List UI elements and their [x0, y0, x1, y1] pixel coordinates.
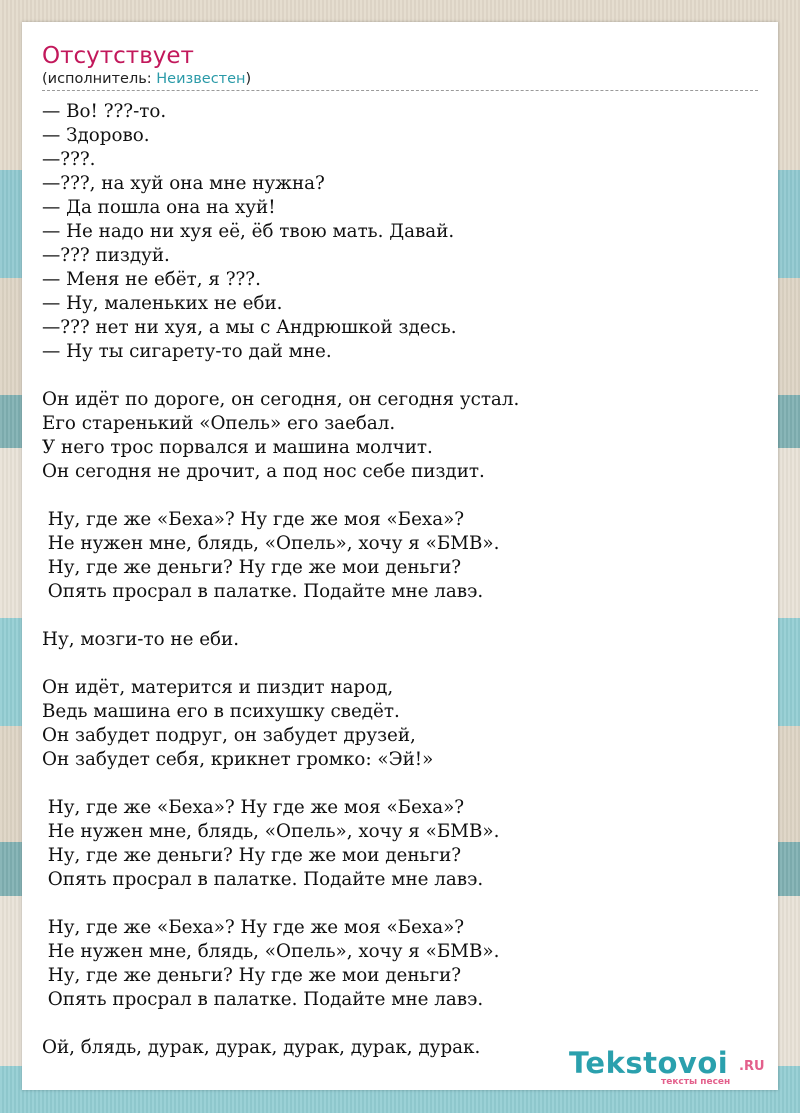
artist-prefix: (исполнитель:	[42, 71, 157, 87]
artist-line	[42, 70, 251, 88]
site-logo[interactable]	[569, 1046, 775, 1090]
dashed-divider	[42, 90, 758, 91]
logo-wordmark: Tekstovoi	[569, 1046, 729, 1080]
lyrics-text: — Во! ???-то. — Здорово. —???. —???, на хуй она мне нужна? — Да пошла она на хуй! — Не надо ни хуя её, ёб твою мать. Давай. —??? пиздуй. — Меня не ебёт, я ???. — Ну, маленьких не еби. —??? нет ни хуя, а мы с Андрюшкой здесь. — Ну ты сигарету-то дай мне. Он идёт по дороге, он сегодня, он сегодня устал. Его старенький «Опель» его заебал. У него трос порвался и машина молчит. Он сегодня не дрочит, а под нос себе пиздит. Ну, где же «Беха»? Ну где же моя «Беха»? Не нужен мне, блядь, «Опель», хочу я «БМВ». Ну, где же деньги? Ну где же мои деньги? Опять просрал в палатке. Подайте мне лавэ. Ну, мозги-то не еби. Он идёт, матерится и пиздит народ, Ведь машина его в психушку сведёт. Он забудет подруг, он забудет друзей, Он забудет себя, крикнет громко: «Эй!» Ну, где же «Беха»? Ну где же моя «Беха»? Не нужен мне, блядь, «Опель», хочу я «БМВ». Ну, где же деньги? Ну где же мои деньги? Опять просрал в палатке. Подайте мне лавэ. Ну, где же «Беха»? Ну где же моя «Беха»? Не нужен мне, блядь, «Опель», хочу я «БМВ». Ну, где же деньги? Ну где же мои деньги? Опять просрал в палатке. Подайте мне лавэ. Ой, блядь, дурак, дурак, дурак, дурак, дурак.	[42, 101, 520, 1058]
artist-suffix: )	[245, 71, 252, 87]
lyrics-sheet	[22, 22, 778, 1090]
artist-link[interactable]: Неизвестен	[156, 71, 246, 87]
logo-tagline: тексты песен	[661, 1077, 731, 1087]
song-title: Отсутствует	[42, 43, 194, 69]
logo-tld: .RU	[739, 1059, 765, 1074]
